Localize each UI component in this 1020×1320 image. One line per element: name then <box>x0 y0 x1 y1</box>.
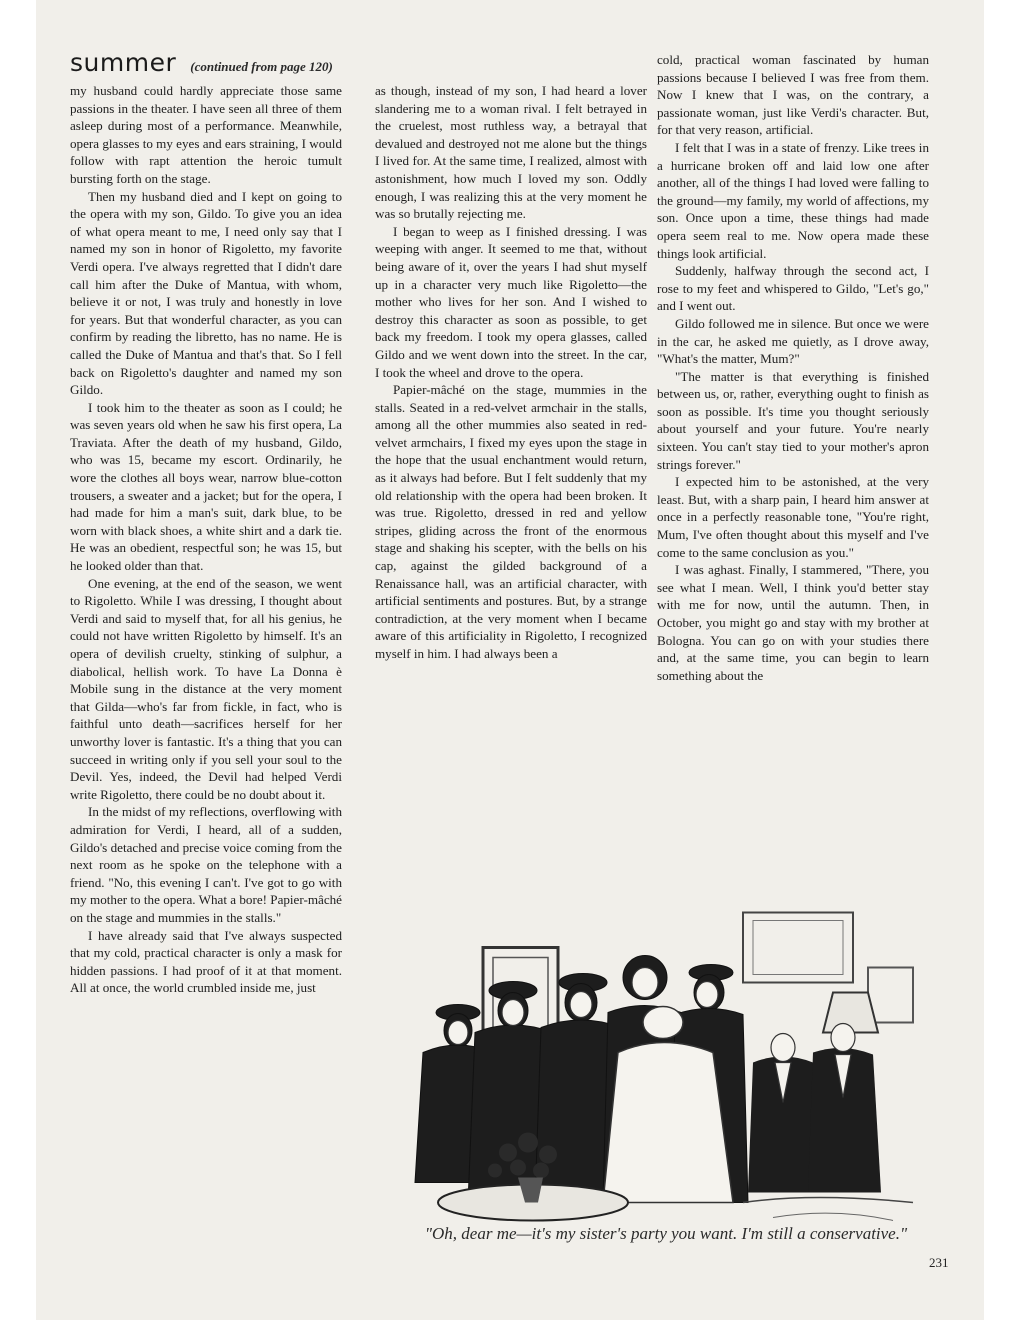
paragraph: Gildo followed me in silence. But once we were in the car, he asked me quietly, as I drove away, "What's the matter, Mum?" <box>657 315 929 367</box>
paragraph: cold, practical woman fascinated by human passions because I believed I was free from them. Now I knew that I was, on the contrary, a passionate woman, just like Verdi's character. But, for that very reason, artificial. <box>657 52 929 138</box>
text-column-1 <box>70 82 342 1262</box>
paragraph: "The matter is that everything is finished between us, or, rather, everything ought to finish as soon as possible. It's time you thought seriously about yourself and your future. You're nearly sixteen. You can't stay tied to your mother's apron strings forever." <box>657 368 929 472</box>
paragraph: I felt that I was in a state of frenzy. Like trees in a hurricane broken off and laid low one after another, all of the things I had loved were falling to the ground—my family, my world of affections, my son. Once upon a time, these things had made opera seem real to me. Now opera made these things look artificial. <box>657 139 930 261</box>
text-column-3 <box>657 51 929 821</box>
section-word: summer <box>70 48 177 77</box>
paragraph: Suddenly, halfway through the second act, I rose to my feet and whispered to Gildo, "Let's go," and I went out. <box>657 263 929 314</box>
paragraph: Then my husband died and I kept on going to the opera with my son, Gildo. To give you an idea of what opera meant to me, I need only say that I named my son in honor of Rigoletto, my favorite Verdi opera. I've always regretted that I didn't dare call him after the Duke of Mantua, with whom, believe it or not, I was truly and honestly in love for years. But that wonderful character, as you can confirm by reading the libretto, has no name. He is called the Duke of Mantua and that's that. So I fell back on Rigoletto's daughter and named my son Gildo. <box>70 188 342 398</box>
text-column-2 <box>375 82 647 822</box>
paragraph: One evening, at the end of the season, we went to Rigoletto. While I was dressing, I thought about Verdi and said to myself that, for all his genius, he could not have written Rigoletto by himself. It's an opera of devilish cruelty, stinking of sulphur, a diabolical, hellish work. To have La Donna è Mobile sung in the distance at the very moment that Gilda—who's far from fickle, in fact, who is faithful unto death—sacrifices herself for her unworthy lover is fantastic. It's a thing that you can succeed in writing only if you sell your soul to the Devil. Yes, indeed, the Devil had helped Verdi write Rigoletto, there could be no doubt about it. <box>70 575 342 802</box>
paragraph: Papier-mâché on the stage, mummies in the stalls. Seated in a red-velvet armchair in the stalls, among all the other mummies also seated in red-velvet armchairs, I fixed my eyes upon the stage in the hope that the usual enchantment would return, as it always had before. But I felt suddenly that my old relationship with the opera had been broken. It was true. Rigoletto, dressed in red and yellow stripes, gliding across the front of the enormous stage and shaking his scepter, with the bells on his cap, against the gilded background of a Renaissance hall, was an artificial character, with artificial sentiments and postures. But, by a strange contradiction, at the very moment when I became aware of this artificiality in Rigoletto, I recognized myself in him. I had always been a <box>375 382 647 661</box>
paragraph: I expected him to be astonished, at the very least. But, with a sharp pain, I heard him answer at once in a perfectly reasonable tone, "You're right, Mum, I've often thought about this myself and I've come to the same conclusion as you." <box>657 474 929 560</box>
paragraph: I was aghast. Finally, I stammered, "There, you see what I mean. Well, I think you'd better stay with me for now, until the autumn. Then, in October, you might go and stay with my brother at Bologna. You can go on with your studies there and, at the same time, you can begin to learn something about the <box>657 562 929 683</box>
magazine-page <box>36 0 984 1320</box>
paragraph: I have already said that I've always suspected that my cold, practical character is only a mask for hidden passions. I had proof of it at that moment. All at once, the world crumbled inside me, just <box>70 927 342 996</box>
paragraph: In the midst of my reflections, overflowing with admiration for Verdi, I heard, all of a sudden, Gildo's detached and precise voice coming from the next room as he spoke on the telephone with a friend. "No, this evening I can't. I've got to go with my mother to the opera. What a bore! Papier-mâché on the stage and mummies in the stalls." <box>70 804 342 925</box>
paragraph: my husband could hardly appreciate those same passions in the theater. I have seen all three of them asleep during most of a performance. Meanwhile, opera glasses to my eyes and ears straining, I would follow with rapt attention the heroic tumult bursting forth on the stage. <box>70 83 342 186</box>
paragraph: I took him to the theater as soon as I could; he was seven years old when he saw his first opera, La Traviata. After the death of my husband, Gildo, who was 15, became my escort. Ordinarily, he wore the clothes all boys wear, narrow blue-cotton trousers, a sweater and a jacket; but for the opera, I had made for him a man's suit, dark blue, to be worn with black shoes, a white shirt and a dark tie. He was an obedient, respectful son; he was 15, but he looked older than that. <box>70 399 342 574</box>
illustration-caption: "Oh, dear me—it's my sister's party you want. I'm still a conservative." <box>424 1224 908 1243</box>
paragraph: as though, instead of my son, I had heard a lover slandering me to a woman rival. I felt betrayed in the cruelest, most ruthless way, a betrayal that devalued and destroyed not me alone but the things I lived for. At the same time, I realized, almost with astonishment, how much I loved my son. Oddly enough, I was realizing this at the very moment he was so brutally rejecting me. <box>375 83 647 222</box>
page-header <box>70 48 333 77</box>
paragraph: I began to weep as I finished dressing. I was weeping with anger. It seemed to me that, without being aware of it, over the years I had shut myself up in a character very much like Rigoletto—the mother who lives for her son. And I wished to destroy this character as soon as possible, to get back my freedom. I took my opera glasses, called Gildo and we went down into the street. In the car, I took the wheel and drove to the opera. <box>375 223 647 380</box>
continued-note: (continued from page 120) <box>190 59 333 74</box>
page-number: 231 <box>929 1255 949 1270</box>
